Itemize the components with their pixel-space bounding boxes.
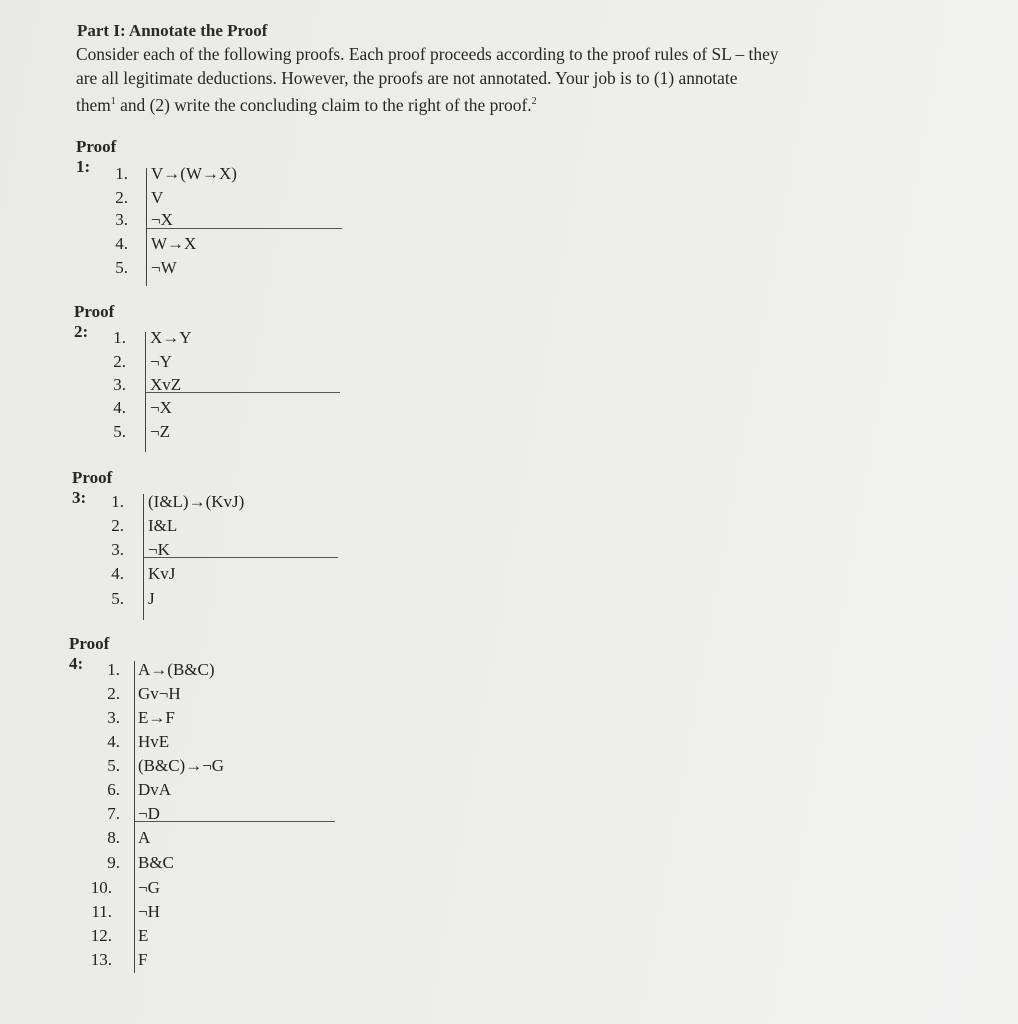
line-number: 12. (90, 926, 112, 945)
line-number: 7. (107, 804, 120, 823)
line-formula: HvE (138, 732, 170, 751)
line-number: 3. (111, 540, 124, 559)
line-formula: A→(B&C) (138, 660, 215, 679)
line-number: 1. (113, 328, 126, 347)
line-formula: (I&L)→(KvJ) (148, 492, 245, 511)
line-number: 1. (107, 660, 120, 679)
line-formula: X→Y (150, 328, 192, 347)
line-formula: I&L (148, 516, 178, 535)
line-number: 8. (107, 828, 120, 847)
line-number: 5. (115, 258, 128, 277)
line-formula: J (148, 589, 155, 608)
line-formula: A (138, 828, 151, 847)
line-formula: Gv¬H (138, 684, 181, 703)
line-formula: KvJ (148, 564, 176, 583)
instructions-line-3 (76, 90, 956, 117)
line-formula: ¬W (151, 258, 177, 277)
line-formula: E→F (138, 708, 175, 727)
line-number: 2. (115, 188, 128, 207)
line-formula: ¬D (138, 804, 160, 823)
line-number: 1. (115, 164, 128, 183)
line-number: 4. (107, 732, 120, 751)
line-formula: ¬X (151, 210, 173, 229)
premise-divider (135, 821, 335, 822)
premise-divider (144, 557, 338, 558)
line-number: 1. (111, 492, 124, 511)
line-formula: W→X (151, 234, 197, 253)
line-formula: (B&C)→¬G (138, 756, 225, 775)
line-number: 2. (113, 352, 126, 371)
line-formula: F (138, 950, 148, 969)
footnote-marker-1: 1 (110, 96, 116, 107)
instructions (76, 42, 956, 117)
line-formula: V (151, 188, 164, 207)
footnote-marker-2: 2 (531, 96, 537, 107)
line-formula: DvA (138, 780, 172, 799)
proof-heading: Proof 4: (69, 634, 110, 673)
line-number: 5. (113, 422, 126, 441)
line-formula: B&C (138, 853, 174, 872)
line-formula: ¬H (138, 902, 160, 921)
line-formula: ¬G (138, 878, 160, 897)
proof-heading: Proof 3: (72, 468, 113, 507)
line-formula: XvZ (150, 375, 182, 394)
line-number: 5. (107, 756, 120, 775)
instructions-line-1: Consider each of the following proofs. Each proof proceeds according to the proof rules of SL – they (76, 44, 779, 64)
proof-heading: Proof 2: (74, 302, 115, 341)
proof-scope-line (134, 661, 135, 973)
line-number: 4. (111, 564, 124, 583)
proof-heading: Proof 1: (76, 137, 117, 176)
line-formula: E (138, 926, 149, 945)
line-number: 11. (91, 902, 112, 921)
line-number: 6. (107, 780, 120, 799)
instructions-text-3b: and (2) write the concluding claim to the right of the proof. (115, 94, 532, 115)
line-number: 10. (90, 878, 112, 897)
instructions-line-2: are all legitimate deductions. However, the proofs are not annotated. Your job is to (1) annotate (76, 68, 738, 88)
line-number: 2. (111, 516, 124, 535)
line-formula: ¬Y (150, 352, 172, 371)
line-number: 9. (107, 853, 120, 872)
proof-scope-line (146, 168, 147, 286)
line-number: 4. (113, 398, 126, 417)
part-title: Part I: Annotate the Proof (77, 21, 268, 40)
line-number: 4. (115, 234, 128, 253)
line-number: 3. (107, 708, 120, 727)
line-number: 2. (107, 684, 120, 703)
line-formula: ¬K (148, 540, 170, 559)
line-formula: ¬X (150, 398, 172, 417)
line-formula: ¬Z (150, 422, 170, 441)
line-number: 3. (115, 210, 128, 229)
line-number: 3. (113, 375, 126, 394)
instructions-text-3a: them (76, 94, 111, 115)
premise-divider (147, 228, 342, 229)
line-number: 13. (90, 950, 112, 969)
line-formula: V→(W→X) (151, 164, 237, 183)
line-number: 5. (111, 589, 124, 608)
